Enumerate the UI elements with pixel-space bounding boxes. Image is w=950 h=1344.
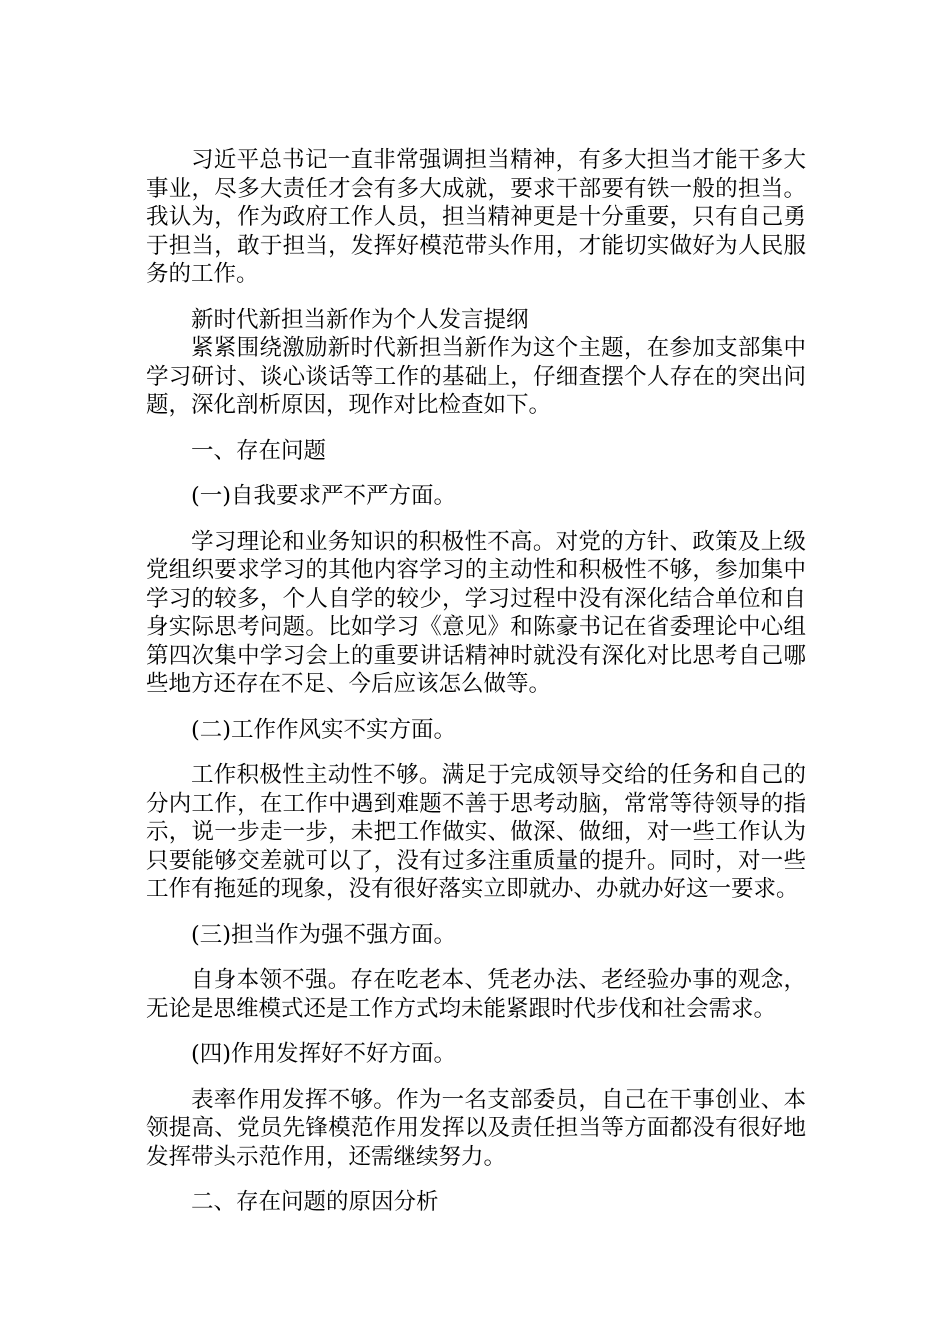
document-body xyxy=(146,146,806,1217)
paragraph-intro: 习近平总书记一直非常强调担当精神，有多大担当才能干多大事业，尽多大责任才会有多大成就，要求干部要有铁一般的担当。我认为，作为政府工作人员，担当精神更是十分重要，只有自己勇于担当，敢于担当，发挥好模范带头作用，才能切实做好为人民服务的工作。 xyxy=(146,147,806,287)
section-heading-causes: 二、存在问题的原因分析 xyxy=(191,1189,439,1215)
paragraph-ability: 自身本领不强。存在吃老本、凭老办法、老经验办事的观念，无论是思维模式还是工作方式均未能紧跟时代步伐和社会需求。 xyxy=(146,967,806,1022)
paragraph-preface: 紧紧围绕激励新时代新担当新作为这个主题，在参加支部集中学习研讨、谈心谈话等工作的基础上，仔细查摆个人存在的突出问题，深化剖析原因，现作对比检查如下。 xyxy=(146,335,806,418)
subsection-heading-3: (三)担当作为强不强方面。 xyxy=(191,921,457,948)
paragraph-title: 新时代新担当新作为个人发言提纲 xyxy=(191,306,529,333)
paragraph-study: 学习理论和业务知识的积极性不高。对党的方针、政策及上级党组织要求学习的其他内容学习的主动性和积极性不够，参加集中学习的较多，个人自学的较少，学习过程中没有深化结合单位和自身实际思考问题。比如学习《意见》和陈豪书记在省委理论中心组第四次集中学习会上的重要讲话精神时就没有深化对比思考自己哪些地方还存在不足、今后应该怎么做等。 xyxy=(146,528,806,697)
section-heading-problems: 一、存在问题 xyxy=(191,437,327,464)
subsection-heading-1: (一)自我要求严不严方面。 xyxy=(191,483,457,509)
subsection-heading-4: (四)作用发挥好不好方面。 xyxy=(191,1041,457,1067)
paragraph-role-model: 表率作用发挥不够。作为一名支部委员，自己在干事创业、本领提高、党员先锋模范作用发挥以及责任担当等方面都没有很好地发挥带头示范作用，还需继续努力。 xyxy=(146,1086,806,1170)
paragraph-work-style: 工作积极性主动性不够。满足于完成领导交给的任务和自己的分内工作，在工作中遇到难题不善于思考动脑，常常等待领导的指示，说一步走一步，未把工作做实、做深、做细，对一些工作认为只要能够交差就可以了，没有过多注重质量的提升。同时，对一些工作有拖延的现象，没有很好落实立即就办、办就办好这一要求。 xyxy=(146,762,806,902)
subsection-heading-2: (二)工作作风实不实方面。 xyxy=(191,716,457,743)
